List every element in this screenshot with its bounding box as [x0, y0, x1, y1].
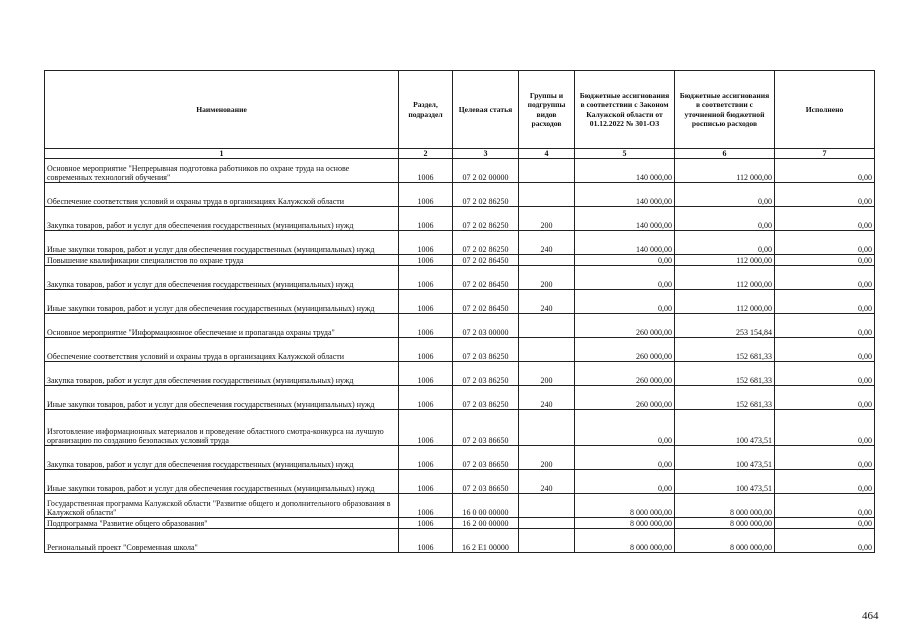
table-row — [45, 470, 875, 494]
row-name: Иные закупки товаров, работ и услуг для обеспечения государственных (муниципальных) нужд — [45, 470, 399, 494]
column-number: 5 — [575, 149, 675, 159]
table-row — [45, 290, 875, 314]
row-expense-group — [519, 410, 575, 446]
row-budget-updated: 152 681,33 — [675, 386, 775, 410]
table-row — [45, 494, 875, 518]
row-name: Государственная программа Калужской области "Развитие общего и дополнительного образования в Калужской области" — [45, 494, 399, 518]
row-executed: 0,00 — [775, 362, 875, 386]
row-target-article: 07 2 02 86450 — [453, 266, 519, 290]
row-expense-group: 240 — [519, 231, 575, 255]
row-budget-updated: 8 000 000,00 — [675, 518, 775, 529]
row-budget-law: 140 000,00 — [575, 159, 675, 183]
row-target-article: 07 2 03 86250 — [453, 386, 519, 410]
row-budget-updated: 0,00 — [675, 231, 775, 255]
table-row — [45, 255, 875, 266]
header-section: Раздел, подраздел — [399, 71, 453, 149]
column-number: 1 — [45, 149, 399, 159]
row-name: Подпрограмма "Развитие общего образования" — [45, 518, 399, 529]
row-executed: 0,00 — [775, 338, 875, 362]
row-name: Иные закупки товаров, работ и услуг для обеспечения государственных (муниципальных) нужд — [45, 290, 399, 314]
table-row — [45, 266, 875, 290]
row-budget-updated: 152 681,33 — [675, 362, 775, 386]
row-name: Обеспечение соответствия условий и охраны труда в организациях Калужской области — [45, 338, 399, 362]
row-target-article: 16 2 00 00000 — [453, 518, 519, 529]
row-executed: 0,00 — [775, 314, 875, 338]
table-row — [45, 529, 875, 553]
row-section: 1006 — [399, 518, 453, 529]
row-expense-group: 200 — [519, 362, 575, 386]
row-executed: 0,00 — [775, 183, 875, 207]
row-expense-group — [519, 518, 575, 529]
row-expense-group — [519, 255, 575, 266]
row-budget-law: 140 000,00 — [575, 207, 675, 231]
row-budget-law: 0,00 — [575, 446, 675, 470]
table-row — [45, 231, 875, 255]
row-executed: 0,00 — [775, 410, 875, 446]
row-budget-law: 260 000,00 — [575, 386, 675, 410]
row-target-article: 07 2 02 86250 — [453, 207, 519, 231]
row-section: 1006 — [399, 338, 453, 362]
row-name: Изготовление информационных материалов и проведение областного смотра-конкурса на лучшую организацию по созданию безопасных условий труда — [45, 410, 399, 446]
page-number: 464 — [862, 610, 879, 622]
header-target: Целевая статья — [453, 71, 519, 149]
row-executed: 0,00 — [775, 231, 875, 255]
row-name: Закупка товаров, работ и услуг для обеспечения государственных (муниципальных) нужд — [45, 446, 399, 470]
row-budget-law: 260 000,00 — [575, 338, 675, 362]
row-section: 1006 — [399, 470, 453, 494]
row-target-article: 07 2 03 86250 — [453, 338, 519, 362]
row-executed: 0,00 — [775, 529, 875, 553]
header-budget-law: Бюджетные ассигнования в соответствии с Законом Калужской области от 01.12.2022 № 301-ОЗ — [575, 71, 675, 149]
row-section: 1006 — [399, 266, 453, 290]
table-row — [45, 159, 875, 183]
row-executed: 0,00 — [775, 290, 875, 314]
row-budget-updated: 112 000,00 — [675, 290, 775, 314]
row-section: 1006 — [399, 159, 453, 183]
row-name: Закупка товаров, работ и услуг для обеспечения государственных (муниципальных) нужд — [45, 266, 399, 290]
row-target-article: 07 2 03 86650 — [453, 410, 519, 446]
column-number: 7 — [775, 149, 875, 159]
row-executed: 0,00 — [775, 159, 875, 183]
row-budget-law: 260 000,00 — [575, 362, 675, 386]
row-executed: 0,00 — [775, 518, 875, 529]
row-budget-law: 0,00 — [575, 255, 675, 266]
row-expense-group: 240 — [519, 386, 575, 410]
row-name: Основное мероприятие "Непрерывная подготовка работников по охране труда на основе современных технологий обучения" — [45, 159, 399, 183]
row-target-article: 07 2 02 00000 — [453, 159, 519, 183]
row-section: 1006 — [399, 529, 453, 553]
row-budget-law: 260 000,00 — [575, 314, 675, 338]
row-budget-law: 0,00 — [575, 266, 675, 290]
table-row — [45, 410, 875, 446]
table-row — [45, 518, 875, 529]
row-budget-law: 0,00 — [575, 410, 675, 446]
header-executed: Исполнено — [775, 71, 875, 149]
row-section: 1006 — [399, 231, 453, 255]
row-budget-updated: 8 000 000,00 — [675, 529, 775, 553]
row-budget-updated: 152 681,33 — [675, 338, 775, 362]
row-target-article: 07 2 03 86250 — [453, 362, 519, 386]
row-target-article: 07 2 02 86250 — [453, 183, 519, 207]
table-row — [45, 446, 875, 470]
row-section: 1006 — [399, 207, 453, 231]
row-executed: 0,00 — [775, 266, 875, 290]
row-expense-group: 240 — [519, 290, 575, 314]
row-name: Обеспечение соответствия условий и охраны труда в организациях Калужской области — [45, 183, 399, 207]
row-executed: 0,00 — [775, 494, 875, 518]
table-row — [45, 386, 875, 410]
table-row — [45, 362, 875, 386]
row-expense-group — [519, 529, 575, 553]
row-budget-updated: 100 473,51 — [675, 446, 775, 470]
row-expense-group — [519, 314, 575, 338]
row-section: 1006 — [399, 494, 453, 518]
row-section: 1006 — [399, 314, 453, 338]
row-budget-updated: 0,00 — [675, 207, 775, 231]
row-name: Закупка товаров, работ и услуг для обеспечения государственных (муниципальных) нужд — [45, 207, 399, 231]
row-section: 1006 — [399, 255, 453, 266]
row-name: Иные закупки товаров, работ и услуг для обеспечения государственных (муниципальных) нужд — [45, 231, 399, 255]
header-row — [45, 71, 875, 149]
row-expense-group: 200 — [519, 207, 575, 231]
row-budget-law: 140 000,00 — [575, 183, 675, 207]
header-groups: Группы и подгруппы видов расходов — [519, 71, 575, 149]
row-section: 1006 — [399, 446, 453, 470]
header-budget-updated: Бюджетные ассигнования в соответствии с уточненной бюджетной росписью расходов — [675, 71, 775, 149]
row-budget-updated: 112 000,00 — [675, 266, 775, 290]
row-name: Основное мероприятие "Информационное обеспечение и пропаганда охраны труда" — [45, 314, 399, 338]
row-executed: 0,00 — [775, 255, 875, 266]
row-target-article: 07 2 02 86450 — [453, 290, 519, 314]
row-budget-law: 140 000,00 — [575, 231, 675, 255]
row-budget-updated: 100 473,51 — [675, 470, 775, 494]
row-target-article: 16 2 Е1 00000 — [453, 529, 519, 553]
row-target-article: 07 2 03 00000 — [453, 314, 519, 338]
row-executed: 0,00 — [775, 470, 875, 494]
row-section: 1006 — [399, 362, 453, 386]
row-executed: 0,00 — [775, 207, 875, 231]
row-budget-updated: 0,00 — [675, 183, 775, 207]
row-target-article: 07 2 03 86650 — [453, 446, 519, 470]
column-number: 3 — [453, 149, 519, 159]
row-expense-group — [519, 338, 575, 362]
row-budget-updated: 100 473,51 — [675, 410, 775, 446]
header-name: Наименование — [45, 71, 399, 149]
row-section: 1006 — [399, 290, 453, 314]
column-numbers-row — [45, 149, 875, 159]
table-row — [45, 338, 875, 362]
row-budget-law: 8 000 000,00 — [575, 494, 675, 518]
row-expense-group — [519, 494, 575, 518]
row-target-article: 07 2 02 86450 — [453, 255, 519, 266]
row-name: Иные закупки товаров, работ и услуг для обеспечения государственных (муниципальных) нужд — [45, 386, 399, 410]
row-expense-group: 200 — [519, 446, 575, 470]
row-budget-updated: 112 000,00 — [675, 255, 775, 266]
budget-table — [44, 70, 875, 553]
row-name: Повышение квалификации специалистов по охране труда — [45, 255, 399, 266]
row-expense-group — [519, 183, 575, 207]
row-budget-law: 8 000 000,00 — [575, 518, 675, 529]
table-row — [45, 314, 875, 338]
row-expense-group — [519, 159, 575, 183]
row-expense-group: 200 — [519, 266, 575, 290]
row-budget-law: 8 000 000,00 — [575, 529, 675, 553]
row-section: 1006 — [399, 183, 453, 207]
row-target-article: 07 2 02 86250 — [453, 231, 519, 255]
row-section: 1006 — [399, 410, 453, 446]
row-budget-law: 0,00 — [575, 470, 675, 494]
column-number: 6 — [675, 149, 775, 159]
row-budget-updated: 253 154,84 — [675, 314, 775, 338]
row-target-article: 07 2 03 86650 — [453, 470, 519, 494]
row-budget-law: 0,00 — [575, 290, 675, 314]
row-executed: 0,00 — [775, 446, 875, 470]
table-row — [45, 207, 875, 231]
column-number: 2 — [399, 149, 453, 159]
column-number: 4 — [519, 149, 575, 159]
row-budget-updated: 8 000 000,00 — [675, 494, 775, 518]
row-expense-group: 240 — [519, 470, 575, 494]
row-target-article: 16 0 00 00000 — [453, 494, 519, 518]
row-section: 1006 — [399, 386, 453, 410]
table-row — [45, 183, 875, 207]
row-name: Региональный проект "Современная школа" — [45, 529, 399, 553]
row-budget-updated: 112 000,00 — [675, 159, 775, 183]
row-name: Закупка товаров, работ и услуг для обеспечения государственных (муниципальных) нужд — [45, 362, 399, 386]
row-executed: 0,00 — [775, 386, 875, 410]
